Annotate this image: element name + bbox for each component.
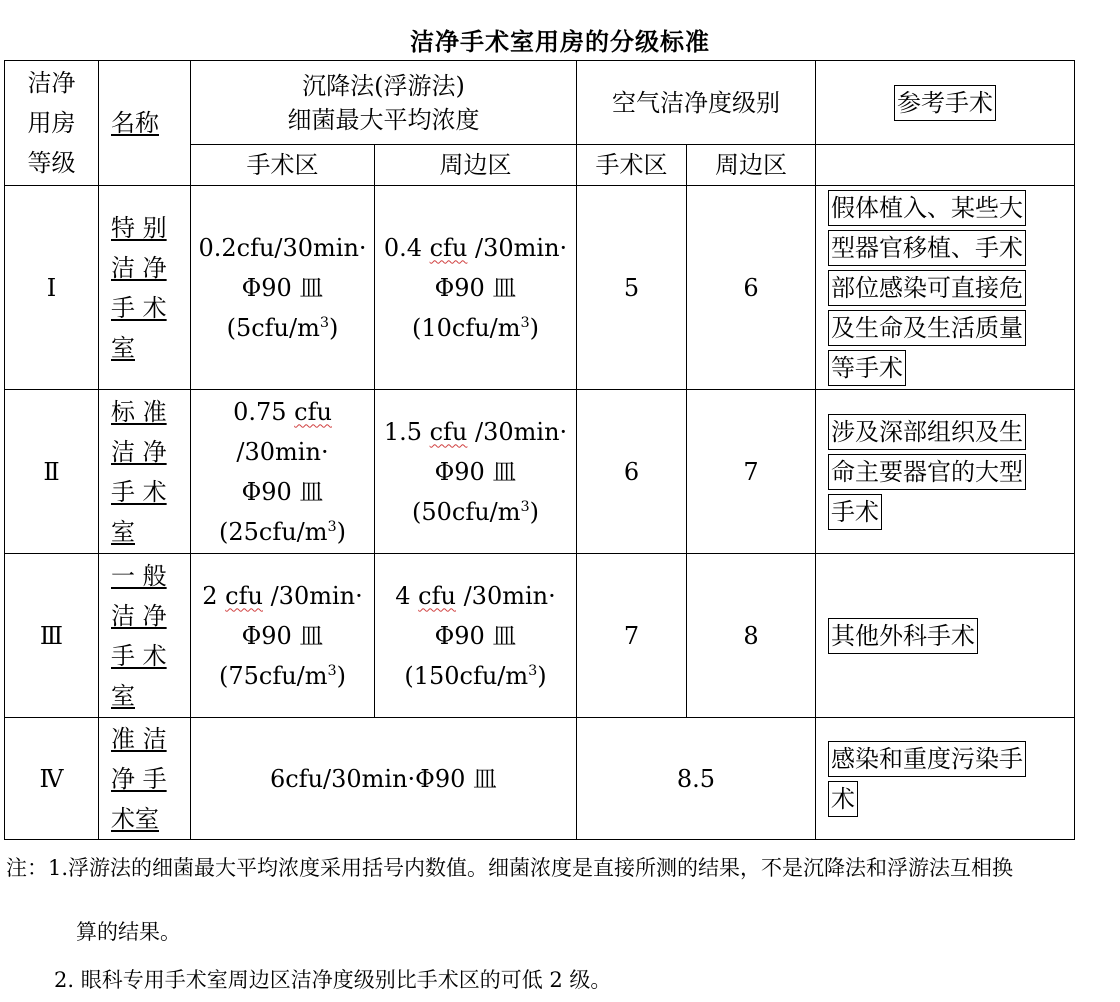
periph-zone-bacteria: 1.5 cfu /30min· Φ90 皿 $(50cfu/m^3)$ [375, 390, 577, 554]
page-title: 洁净手术室用房的分级标准 [410, 27, 710, 56]
header-bacteria-method: 沉降法(浮游法) 细菌最大平均浓度 [191, 61, 577, 145]
subheader-empty [816, 145, 1075, 186]
subheader-periph-zone-air: 周边区 [687, 145, 816, 186]
room-name-cell: 标 准 洁 净 手 术 室 [99, 390, 191, 554]
subheader-periph-zone: 周边区 [375, 145, 577, 186]
grade-cell: Ⅲ [5, 554, 99, 718]
grade-cell: Ⅱ [5, 390, 99, 554]
table-row [5, 554, 1075, 718]
air-grade-merged: 8.5 [577, 718, 816, 840]
cleanroom-grade-table [4, 60, 1075, 840]
reference-surgery: 假体植入、某些大 型器官移植、手术 部位感染可直接危 及生命及生活质量 等手术 [816, 186, 1075, 390]
room-name-cell: 特 别 洁 净 手 术 室 [99, 186, 191, 390]
table-row [5, 718, 1075, 840]
op-zone-bacteria: 0.75 cfu /30min· Φ90 皿 $(25cfu/m^3)$ [191, 390, 375, 554]
grade-cell: Ⅰ [5, 186, 99, 390]
reference-surgery: 涉及深部组织及生 命主要器官的大型 手术 [816, 390, 1075, 554]
periph-zone-air-grade: 8 [687, 554, 816, 718]
subheader-op-zone: 手术区 [191, 145, 375, 186]
note-2: 2. 眼科专用手术室周边区洁净度级别比手术区的可低 2 级。 [54, 968, 612, 992]
op-zone-air-grade: 5 [577, 186, 687, 390]
grade-cell: Ⅳ [5, 718, 99, 840]
header-air-cleanliness: 空气洁净度级别 [577, 61, 816, 145]
reference-surgery: 感染和重度污染手 术 [816, 718, 1075, 840]
header-grade: 洁净 用房 等级 [5, 61, 99, 186]
subheader-op-zone-air: 手术区 [577, 145, 687, 186]
note-1-continued: 算的结果。 [76, 920, 181, 944]
periph-zone-bacteria: 4 cfu /30min· Φ90 皿 $(150cfu/m^3)$ [375, 554, 577, 718]
header-reference: 参考手术 [816, 61, 1075, 145]
table-row [5, 186, 1075, 390]
op-zone-bacteria: 0.2cfu/30min· Φ90 皿 $(5cfu/m^3)$ [191, 186, 375, 390]
room-name-cell: 准 洁 净 手 术室 [99, 718, 191, 840]
op-zone-air-grade: 6 [577, 390, 687, 554]
bacteria-merged: 6cfu/30min·Φ90 皿 [191, 718, 577, 840]
periph-zone-air-grade: 6 [687, 186, 816, 390]
periph-zone-bacteria: 0.4 cfu /30min· Φ90 皿 $(10cfu/m^3)$ [375, 186, 577, 390]
header-name: 名称 [99, 61, 191, 186]
note-1: 注：1.浮游法的细菌最大平均浓度采用括号内数值。细菌浓度是直接所测的结果，不是沉降法和浮游法互相换 [6, 856, 1014, 880]
table-row [5, 390, 1075, 554]
periph-zone-air-grade: 7 [687, 390, 816, 554]
reference-surgery: 其他外科手术 [816, 554, 1075, 718]
op-zone-bacteria: 2 cfu /30min· Φ90 皿 $(75cfu/m^3)$ [191, 554, 375, 718]
room-name-cell: 一 般 洁 净 手 术 室 [99, 554, 191, 718]
op-zone-air-grade: 7 [577, 554, 687, 718]
